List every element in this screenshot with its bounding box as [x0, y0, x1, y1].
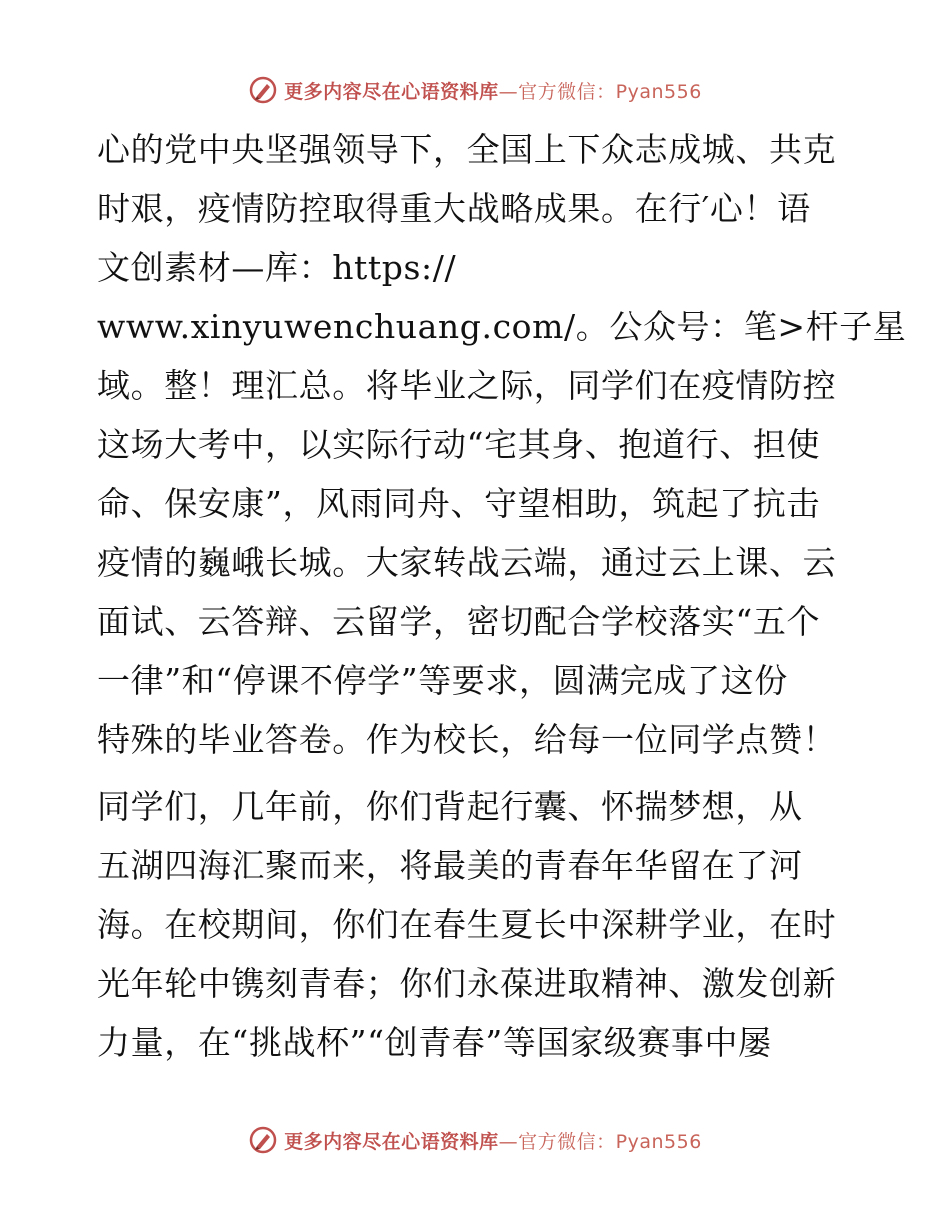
text-line: 时艰，疫情防控取得重大战略成果。在行′心！语 [97, 189, 811, 228]
text-line: 域。整！理汇总。将毕业之际，同学们在疫情防控 [97, 366, 837, 405]
text-line: 这场大考中，以实际行动“宅其身、抱道行、担使 [97, 425, 821, 464]
pen-logo-icon [248, 1125, 278, 1155]
text-line: 心的党中央坚强领导下，全国上下众志成城、共克 [97, 130, 837, 169]
paragraph-1 [97, 120, 907, 769]
text-line: 文创素材—库：https:// [97, 248, 457, 287]
paragraph-2 [97, 777, 857, 1072]
header-banner-text [284, 77, 702, 104]
text-line: 同学们，几年前，你们背起行囊、怀揣梦想，从 [97, 787, 803, 826]
header-banner-rest: —官方微信：Pyan556 [498, 80, 702, 103]
pen-logo-icon [248, 75, 278, 105]
footer-banner [0, 1120, 950, 1160]
text-line: 一律”和“停课不停学”等要求，圆满完成了这份 [97, 661, 788, 700]
paragraph-gap [97, 769, 857, 777]
text-line: 五湖四海汇聚而来，将最美的青春年华留在了河 [97, 846, 803, 885]
text-line: 面试、云答辩、云留学，密切配合学校落实“五个 [97, 602, 821, 641]
document-body [97, 120, 907, 1072]
footer-banner-main: 更多内容尽在心语资料库 [284, 1130, 499, 1153]
footer-banner-text [284, 1127, 702, 1154]
text-line: 光年轮中镌刻青春；你们永葆进取精神、激发创新 [97, 964, 837, 1003]
text-line: 特殊的毕业答卷。作为校长，给每一位同学点赞！ [97, 720, 837, 759]
text-line: 疫情的巍峨长城。大家转战云端，通过云上课、云 [97, 543, 837, 582]
header-banner-main: 更多内容尽在心语资料库 [284, 80, 499, 103]
text-line: www.xinyuwenchuang.com/。公众号：笔>杆子星 [97, 307, 907, 346]
text-line: 命、保安康”，风雨同舟、守望相助，筑起了抗击 [97, 484, 821, 523]
header-banner [0, 70, 950, 110]
text-line: 力量，在“挑战杯”“创青春”等国家级赛事中屡 [97, 1023, 772, 1062]
footer-banner-rest: —官方微信：Pyan556 [498, 1130, 702, 1153]
text-line: 海。在校期间，你们在春生夏长中深耕学业，在时 [97, 905, 837, 944]
